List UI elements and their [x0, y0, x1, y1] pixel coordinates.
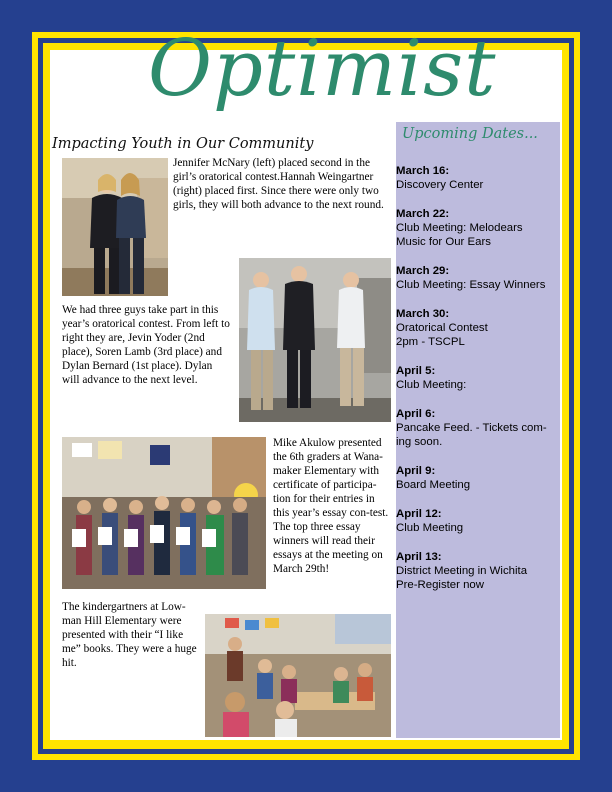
event-date: April 6: — [396, 408, 436, 420]
event-date: April 9: — [396, 465, 436, 477]
event-date: April 5: — [396, 365, 436, 377]
event-detail: Board Meeting — [396, 479, 471, 491]
event-item — [396, 507, 556, 535]
event-detail: 2pm - TSCPL — [396, 336, 465, 348]
events-list — [396, 164, 556, 607]
event-detail: ing soon. — [396, 436, 443, 448]
section-title: Impacting Youth in Our Community — [52, 136, 314, 152]
upcoming-dates-title: Upcoming Dates... — [402, 126, 538, 142]
event-item — [396, 207, 556, 249]
event-detail: Pancake Feed. - Tickets com- — [396, 422, 547, 434]
event-item — [396, 164, 556, 192]
event-detail: Music for Our Ears — [396, 236, 491, 248]
photo-girls-oratorical — [62, 158, 168, 296]
event-detail: Pre-Register now — [396, 579, 484, 591]
event-item — [396, 307, 556, 349]
event-date: March 29: — [396, 265, 450, 277]
event-date: April 13: — [396, 551, 442, 563]
event-detail: Club Meeting: Essay Winners — [396, 279, 546, 291]
article-girls-oratorical: Jennifer McNary (left) placed second in the girl’s oratorical contest.Hannah Weingartner (right) placed first. Since there were only two girls, they will both advance to the next round. — [173, 157, 384, 211]
event-date: March 30: — [396, 308, 450, 320]
article-essay-winners: Mike Akulow presented the 6th graders at Wana-maker Elementary with certificate of participa-tion for their entries in this year’s essay con-test. The top three essay winners will read their essays at the meeting on March 29th! — [273, 437, 389, 575]
event-detail: Club Meeting: Melodears — [396, 222, 523, 234]
event-detail: District Meeting in Wichita — [396, 565, 528, 577]
newsletter-masthead: Optimist — [148, 24, 497, 114]
photo-essay-winners — [62, 437, 266, 589]
event-date: April 12: — [396, 508, 442, 520]
event-item — [396, 364, 556, 392]
event-item — [396, 550, 556, 592]
article-kindergarten: The kindergartners at Low-man Hill Elementary were presented with their “I like me” books. They were a huge hit. — [62, 601, 197, 669]
event-item — [396, 264, 556, 292]
event-item — [396, 464, 556, 492]
article-guys-oratorical: We had three guys take part in this year’s oratorical contest. From left to right they are, Jevin Yoder (2nd place), Soren Lamb (3rd place) and Dylan Bernard (1st place). Dylan will advance to the next level. — [62, 304, 230, 386]
event-detail: Club Meeting — [396, 522, 464, 534]
event-date: March 22: — [396, 208, 450, 220]
event-date: March 16: — [396, 165, 450, 177]
photo-kindergarten — [205, 614, 391, 737]
event-detail: Oratorical Contest — [396, 322, 488, 334]
event-detail: Club Meeting: — [396, 379, 467, 391]
event-item — [396, 407, 556, 449]
photo-guys-oratorical — [239, 258, 391, 422]
event-detail: Discovery Center — [396, 179, 484, 191]
